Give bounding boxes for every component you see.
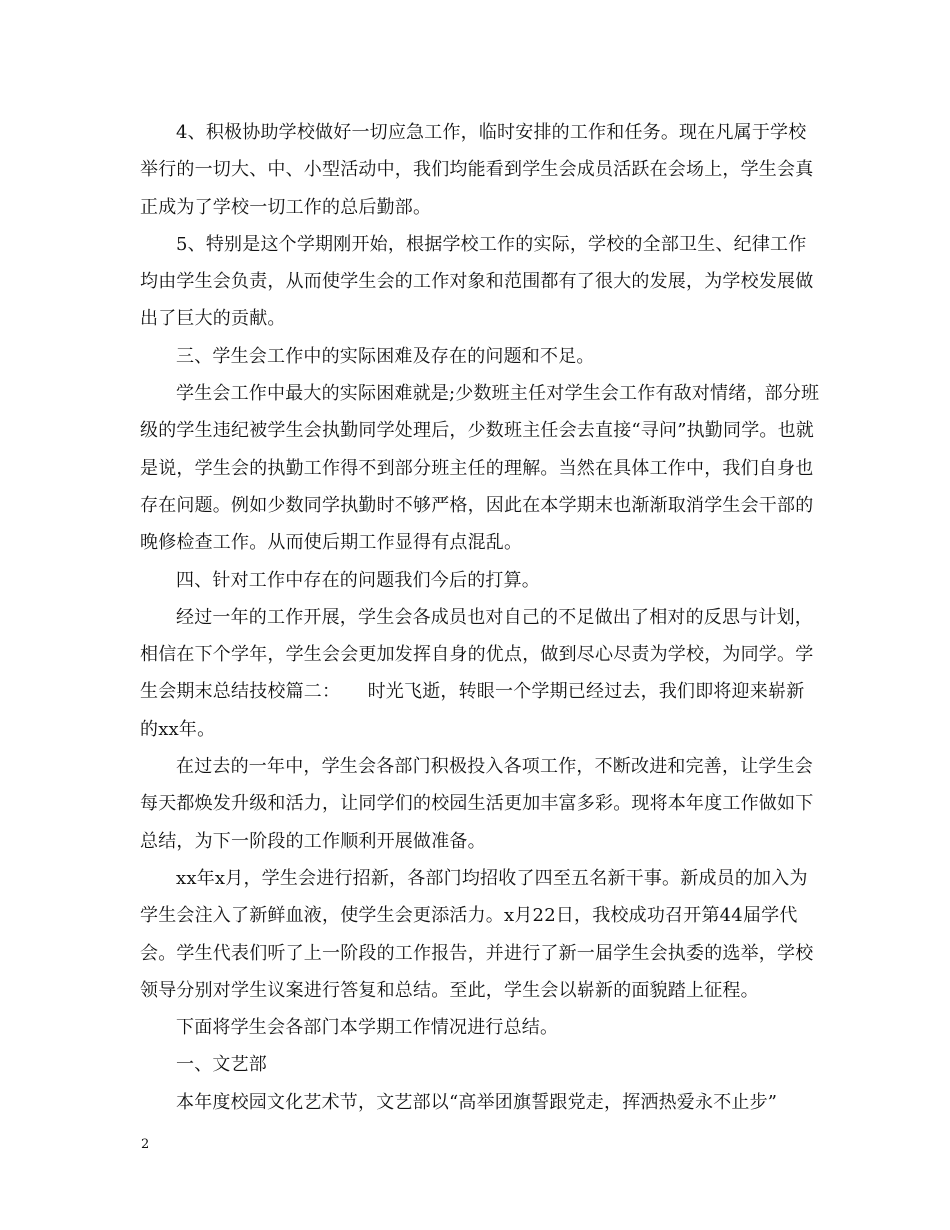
paragraph-2: 5、特别是这个学期刚开始，根据学校工作的实际，学校的全部卫生、纪律工作均由学生会负责，从而使学生会的工作对象和范围都有了很大的发展，为学校发展做出了巨大的贡献。 xyxy=(140,233,814,330)
paragraph-1: 4、积极协助学校做好一切应急工作，临时安排的工作和任务。现在凡属于学校举行的一切大、中、小型活动中，我们均能看到学生会成员活跃在会场上，学生会真正成为了学校一切工作的总后勤部。 xyxy=(140,122,814,218)
section-heading-3: 三、学生会工作中的实际困难及存在的问题和不足。 xyxy=(176,345,595,367)
paragraph-4: 学生会工作中最大的实际困难就是;少数班主任对学生会工作有敌对情绪，部分班级的学生违纪被学生会执勤同学处理后，少数班主任会去直接“寻问”执勤同学。也就是说，学生会的执勤工作得不到部分班主任的理解。当然在具体工作中，我们自身也存在问题。例如少数同学执勤时不够严格，因此在本学期末也渐渐取消学生会干部的晚修检查工作。从而使后期工作显得有点混乱。 xyxy=(140,383,820,554)
section-heading-literary-dept: 一、文艺部 xyxy=(176,1054,267,1076)
page-number: 2 xyxy=(141,1137,150,1152)
paragraph-7: 在过去的一年中，学生会各部门积极投入各项工作，不断改进和完善，让学生会每天都焕发升级和活力，让同学们的校园生活更加丰富多彩。现将本年度工作做如下总结，为下一阶段的工作顺利开展做准备。 xyxy=(140,756,814,852)
paragraph-8: xx年x月，学生会进行招新，各部门均招收了四至五名新干事。新成员的加入为学生会注入了新鲜血液，使学生会更添活力。x月22日，我校成功召开第44届学代会。学生代表们听了上一阶段的工作报告，并进行了新一届学生会执委的选举，学校领导分别对学生议案进行答复和总结。至此，学生会以崭新的面貌踏上征程。 xyxy=(140,867,814,1001)
paragraph-6: 经过一年的工作开展，学生会各成员也对自己的不足做出了相对的反思与计划，相信在下个学年，学生会会更加发挥自身的优点，做到尽心尽责为学校，为同学。学生会期末总结技校篇二： 时光飞逝，转眼一个学期已经过去，我们即将迎来崭新的xx年。 xyxy=(140,606,814,740)
section-heading-4: 四、针对工作中存在的问题我们今后的打算。 xyxy=(176,569,540,591)
paragraph-9: 下面将学生会各部门本学期工作情况进行总结。 xyxy=(176,1017,559,1039)
document-body xyxy=(140,114,820,1121)
paragraph-11: 本年度校园文化艺术节，文艺部以“高举团旗誓跟党走，挥洒热爱永不止步” xyxy=(176,1091,778,1113)
